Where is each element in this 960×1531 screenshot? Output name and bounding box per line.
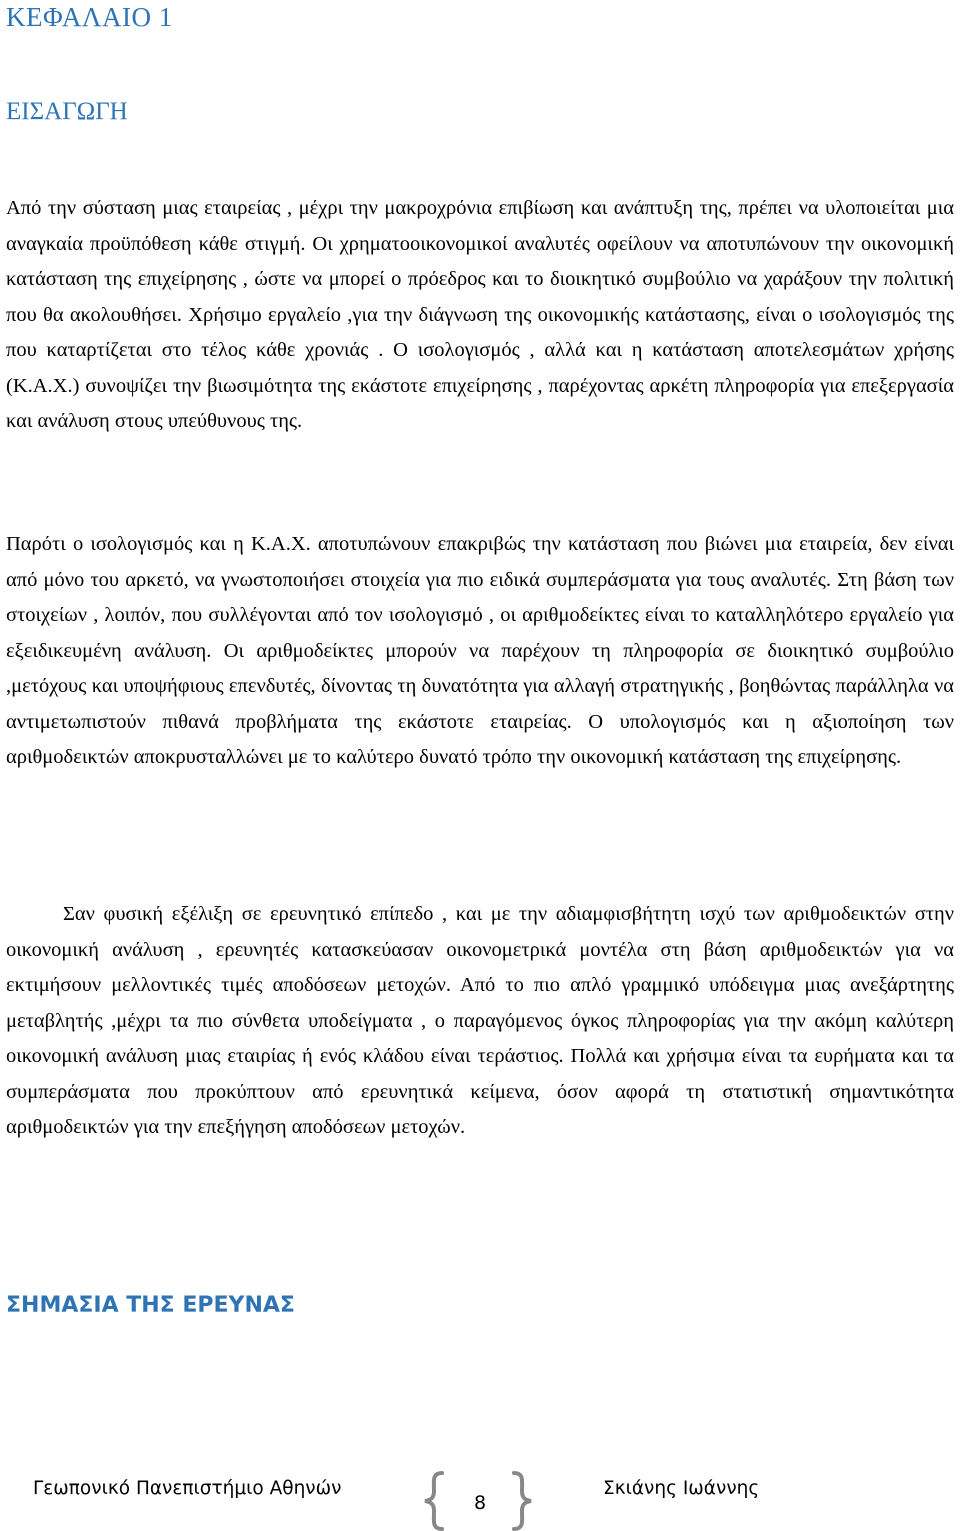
paragraph: Σαν φυσική εξέλιξη σε ερευνητικό επίπεδο , και με την αδιαμφισβήτητη ισχύ των αριθμοδεικτών στην οικονομική ανάλυση , ερευνητές κατασκεύασαν οικονομετρικά μοντέλα στη βάση αριθμοδεικτών για να εκτιμήσουν μελλοντικές τιμές αποδόσεων μετοχών. Από το πιο απλό γραμμικό υπόδειγμα μιας ανεξάρτητης μεταβλητής ,μέχρι τα πιο σύνθετα υποδείγματα , ο παραγόμενος όγκος πληροφορίας για την ακόμη καλύτερη οικονομική ανάλυση μιας εταιρίας ή ενός κλάδου είναι τεράστιος. Πολλά και χρήσιμα είναι τα ευρήματα και τα συμπεράσματα που προκύπτουν από ερευνητικά κείμενα, όσον αφορά τη στατιστική σημαντικότητα αριθμοδεικτών για την επεξήγηση αποδόσεων μετοχών. <box>6 903 954 1138</box>
paragraph: Από την σύσταση μιας εταιρείας , μέχρι την μακροχρόνια επιβίωση και ανάπτυξη της, πρέπει να υλοποιείται μια αναγκαία προϋπόθεση κάθε στιγμή. Οι χρηματοοικονομικοί αναλυτές οφείλουν να αποτυπώνουν την οικονομική κατάσταση της επιχείρησης , ώστε να μπορεί ο πρόεδρος και το διοικητικό συμβούλιο να χαράξουν την πολιτική που θα ακολουθήσει. Χρήσιμο εργαλείο ,για την διάγνωση της οικονομικής κατάστασης, είναι ο ισολογισμός της που καταρτίζεται στο τέλος κάθε χρονιάς . Ο ισολογισμός , αλλά και η κατάσταση αποτελεσμάτων χρήσης (Κ.Α.Χ.) συνοψίζει την βιωσιμότητα της εκάστοτε επιχείρησης , παρέχοντας αρκέτη πληροφορία για επεξεργασία και ανάλυση στους υπεύθυνους της. <box>6 197 954 432</box>
left-brace-icon <box>422 1471 446 1531</box>
paragraph: Παρότι ο ισολογισμός και η Κ.Α.Χ. αποτυπώνουν επακριβώς την κατάσταση που βιώνει μια εταιρεία, δεν είναι από μόνο του αρκετό, να γνωστοποιήσει στοιχεία για πιο ειδικά συμπεράσματα για τους αναλυτές. Στη βάση των στοιχείων , λοιπόν, που συλλέγονται από τον ισολογισμό , οι αριθμοδείκτες είναι το καταλληλότερο εργαλείο για εξειδικευμένη ανάλυση. Οι αριθμοδείκτες μπορούν να παρέχουν τη πληροφορία σε διοικητικό συμβούλιο ,μετόχους και υποψήφιους επενδυτές, δίνοντας τη δυνατότητα για αλλαγή στρατηγικής , βοηθώντας παράλληλα να αντιμετωπιστούν πιθανά προβλήματα της εκάστοτε εταιρείας. Ο υπολογισμός και η αξιοποίηση των αριθμοδεικτών αποκρυσταλλώνει με το καλύτερο δυνατό τρόπο την οικονομική κατάσταση της επιχείρησης. <box>6 533 954 768</box>
section-title: ΕΙΣΑΓΩΓΗ <box>6 98 128 125</box>
page-footer <box>0 1465 960 1531</box>
chapter-title: ΚΕΦΑΛΑΙΟ 1 <box>6 2 173 32</box>
footer-institution: Γεωπονικό Πανεπιστήμιο Αθηνών <box>33 1478 342 1499</box>
right-brace-icon <box>510 1471 534 1531</box>
next-section-title: ΣΗΜΑΣΙΑ ΤΗΣ ΕΡΕΥΝΑΣ <box>6 1293 295 1318</box>
page-number: 8 <box>473 1492 487 1514</box>
footer-author: Σκιάνης Ιωάννης <box>603 1478 760 1499</box>
